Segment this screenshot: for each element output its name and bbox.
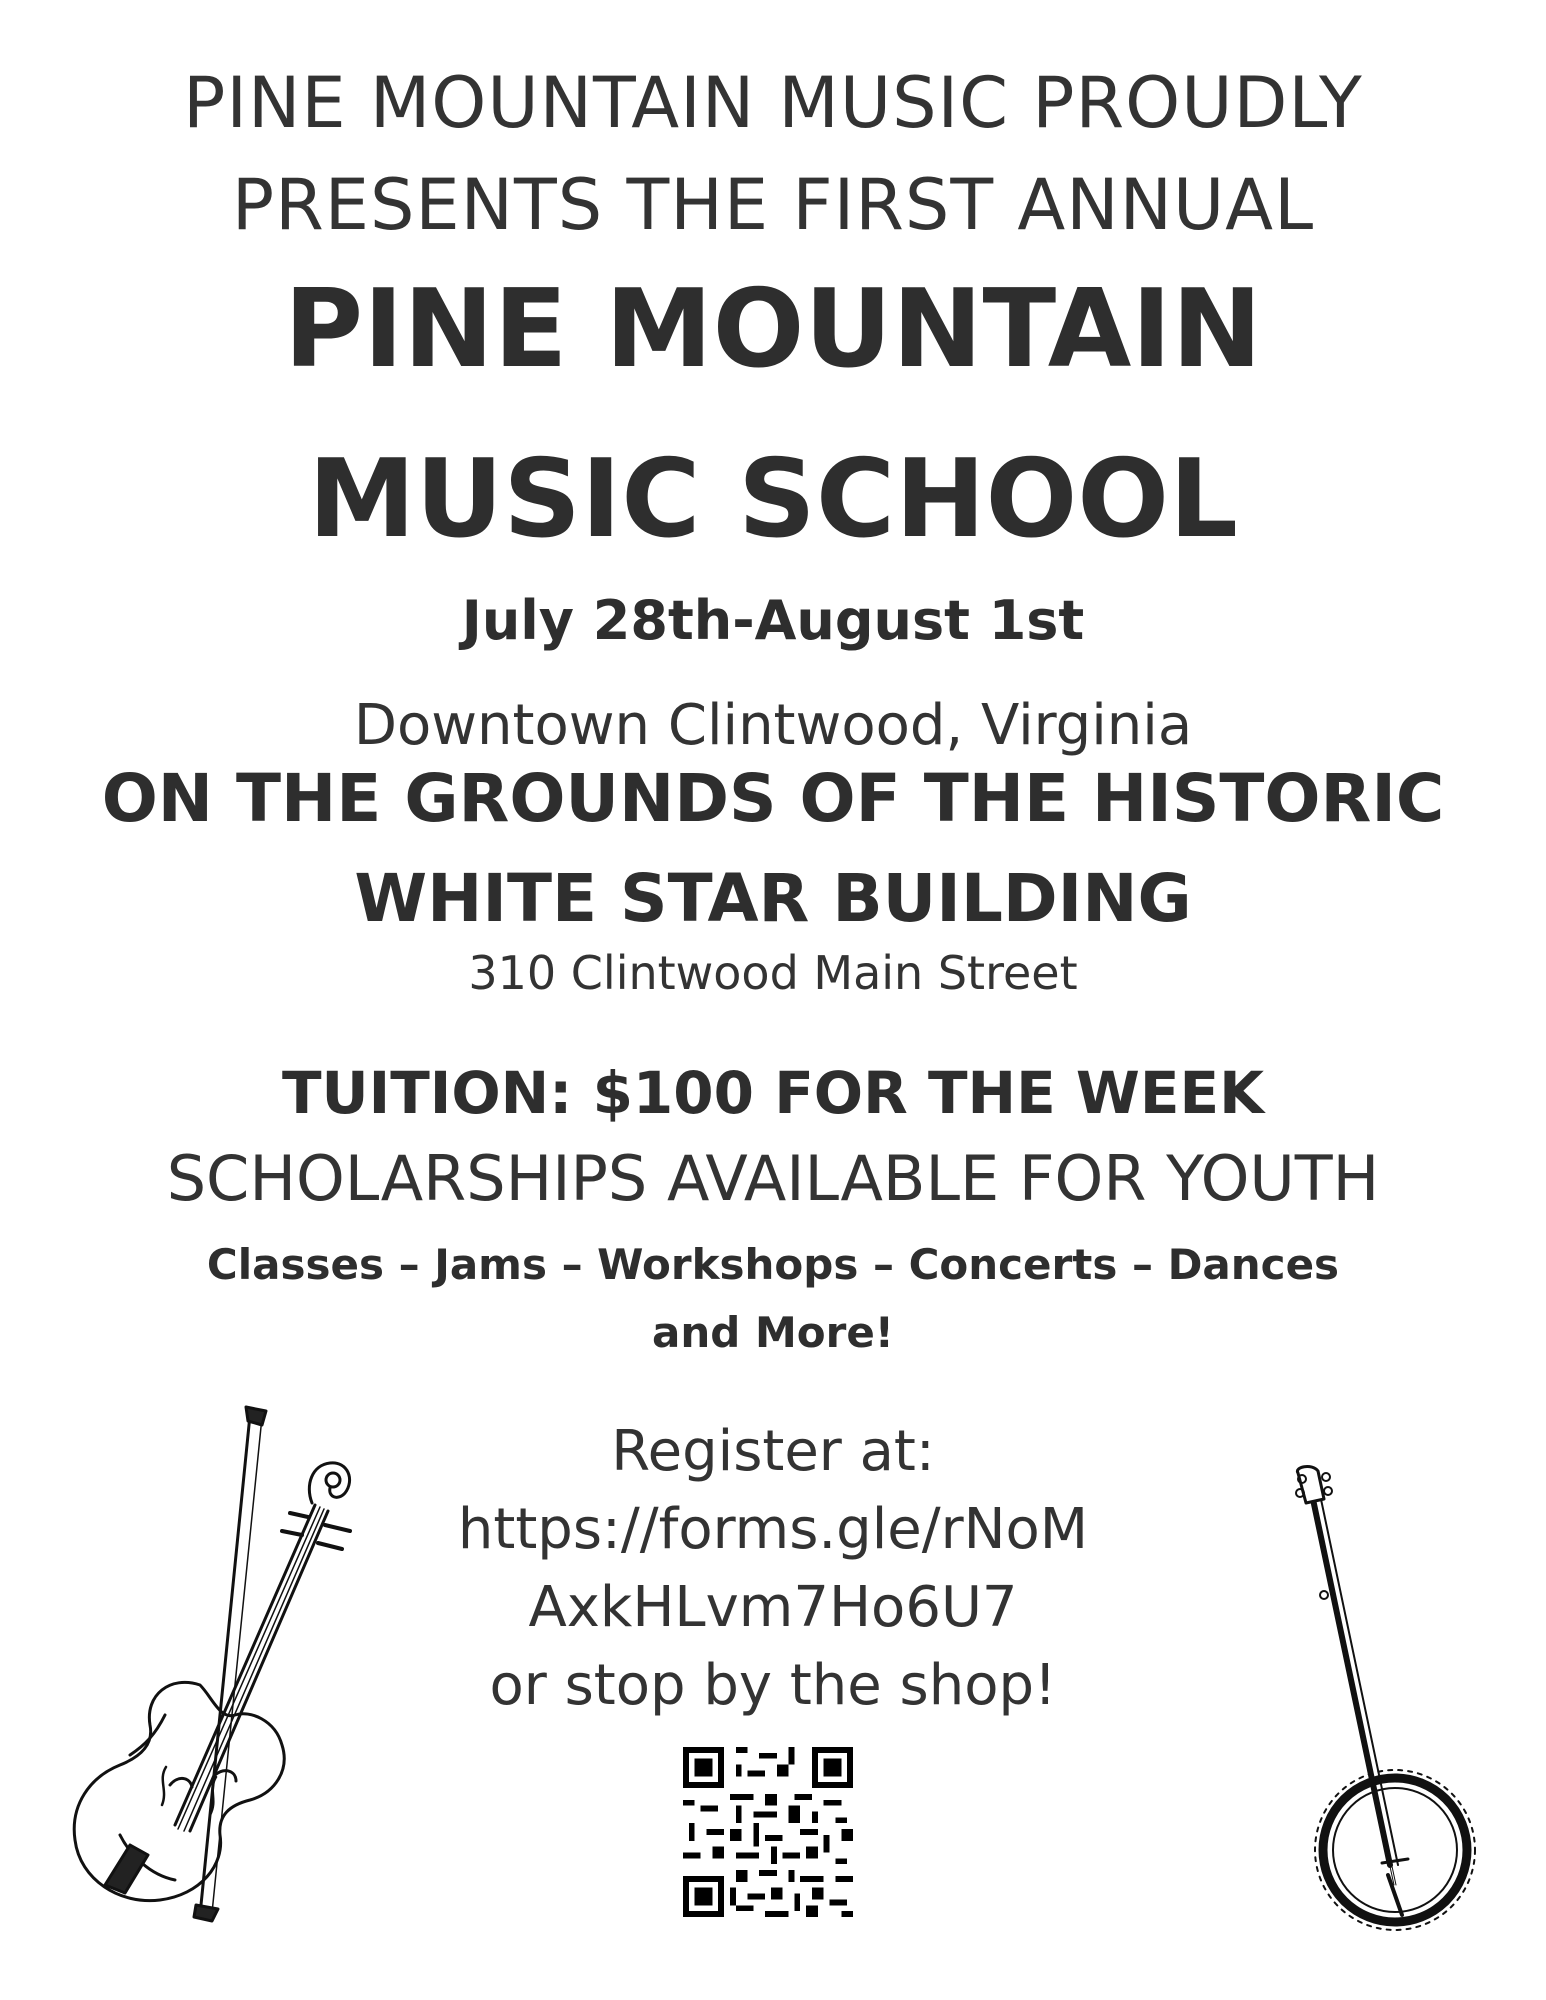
title-line-1: PINE MOUNTAIN [284, 267, 1262, 392]
qr-code-icon[interactable] [683, 1747, 853, 1917]
event-dates: July 28th-August 1st [461, 589, 1085, 652]
scholarships-text: SCHOLARSHIPS AVAILABLE FOR YOUTH [166, 1142, 1380, 1215]
venue-address: 310 Clintwood Main Street [468, 946, 1078, 1000]
event-location: Downtown Clintwood, Virginia [353, 693, 1193, 758]
title-line-2: MUSIC SCHOOL [308, 437, 1238, 562]
activities-line-2: and More! [652, 1308, 894, 1357]
fiddle-icon [50, 1385, 370, 1925]
venue-line-2: WHITE STAR BUILDING [354, 860, 1192, 937]
register-url-line-1[interactable]: https://forms.gle/rNoM [457, 1497, 1089, 1562]
intro-line-2: PRESENTS THE FIRST ANNUAL [231, 164, 1315, 246]
tuition-text: TUITION: $100 FOR THE WEEK [281, 1059, 1265, 1127]
activities-line-1: Classes – Jams – Workshops – Concerts – Dances [206, 1240, 1340, 1289]
intro-line-1: PINE MOUNTAIN MUSIC PROUDLY [183, 62, 1363, 144]
register-url-line-2[interactable]: AxkHLvm7Ho6U7 [528, 1575, 1018, 1640]
banjo-icon [1290, 1465, 1480, 1935]
register-label: Register at: [611, 1419, 935, 1484]
register-alt-text: or stop by the shop! [489, 1653, 1057, 1718]
venue-line-1: ON THE GROUNDS OF THE HISTORIC [101, 760, 1445, 837]
